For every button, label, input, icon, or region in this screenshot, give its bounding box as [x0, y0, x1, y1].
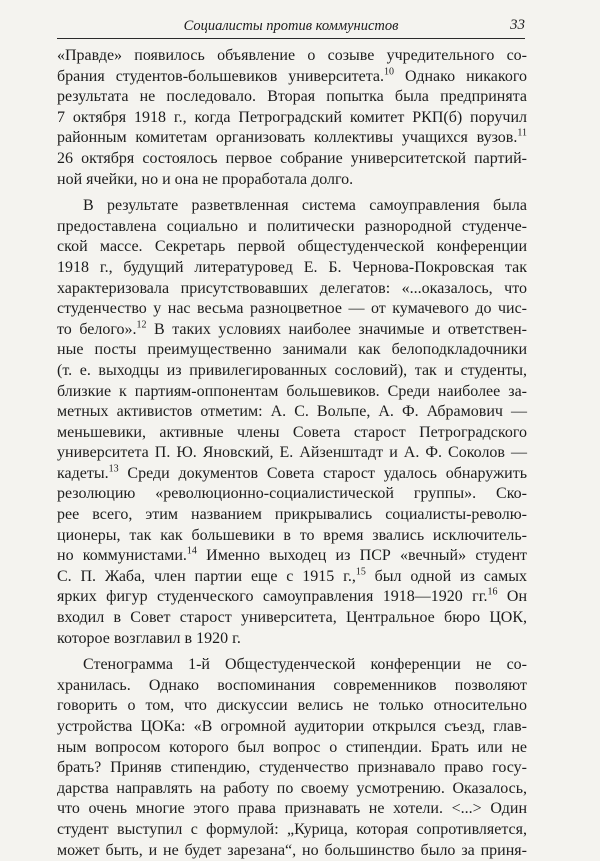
line-text: ционеры, так как большевики в то время звались исключитель-: [57, 526, 527, 544]
line-text: С. П. Жаба, член партии еще с 1915 г.,: [57, 567, 356, 585]
text-line: [57, 320, 527, 341]
line-text: но коммунистами.: [57, 547, 187, 565]
paragraph: [57, 196, 527, 649]
text-line: [57, 279, 527, 300]
line-text: меньшевики, активные члены Совета старост Петроградского: [57, 423, 527, 441]
text-line: [57, 258, 527, 279]
footnote-ref[interactable]: 14: [186, 545, 197, 557]
text-line: [57, 505, 527, 526]
line-text: 7 октября 1918 г., когда Петроградский комитет РКП(б) поручил: [57, 108, 527, 126]
line-text: характеризовала присутствовавших делегатов: «...оказалось, что: [57, 279, 527, 297]
footnote-ref[interactable]: 12: [136, 319, 147, 331]
page-number: 33: [510, 17, 525, 33]
footnote-ref[interactable]: 15: [355, 566, 366, 578]
line-text: говорить о том, что дискуссии велись не только относительно: [57, 697, 527, 715]
line-text: «Правде» появилось объявление о созыве учредительного со-: [57, 47, 527, 64]
line-text: университета П. Ю. Яновский, Е. Айзенштадт и А. Ф. Соколов —: [57, 444, 527, 462]
line-text: хранилась. Однако воспоминания современников позволяют: [57, 676, 527, 694]
line-text: близкие к партиям-оппонентам большевиков. Среди наиболее за-: [57, 382, 527, 400]
text-line: [57, 526, 527, 547]
text-line: [57, 217, 527, 238]
text-line: [57, 629, 527, 650]
line-text: что очень многие этого права признавать не хотели. <...> Один: [57, 800, 527, 818]
text-line: [57, 587, 527, 608]
text-line: [57, 382, 527, 403]
line-text: метных активистов отметим: А. С. Вольпе, А. Ф. Абрамович —: [57, 403, 527, 421]
text-line: [57, 655, 527, 676]
line-text: брать? Приняв стипендию, студенчество признавало право госу-: [57, 759, 527, 777]
text-line: [57, 820, 527, 841]
text-line: [57, 423, 527, 444]
line-text: ной ячейки, но и она не проработала долго.: [57, 170, 354, 188]
text-line: [57, 402, 527, 423]
line-text: кадеты.: [57, 464, 109, 482]
line-text: дарства направлять на работу по своему усмотрению. Оказалось,: [57, 779, 527, 797]
text-line: [57, 237, 527, 258]
text-line: [57, 149, 527, 170]
line-text: может быть, и не будет зарезана“, но большинство было за приня-: [57, 841, 527, 859]
line-text: результата не последовало. Вторая попытка была предпринята: [57, 88, 527, 106]
text-line: [57, 196, 527, 217]
line-text: то белого».: [57, 320, 137, 338]
line-text: ярких фигур студенческого самоуправления 1918—1920 гг.: [57, 588, 488, 606]
line-text: которое возглавил в 1920 г.: [57, 629, 241, 647]
text-line: [57, 758, 527, 779]
line-text: устройства ЦОКа: «В огромной аудитории открылся съезд, глав-: [57, 718, 527, 735]
text-line: [57, 108, 527, 129]
line-text: рее всего, этим названием прикрывались социалисты-револю-: [57, 506, 527, 524]
text-line: [57, 170, 527, 191]
footnote-ref[interactable]: 13: [108, 463, 119, 475]
line-text: Стенограмма 1-й Общестуденческой конференции не со-: [83, 656, 527, 674]
text-line: [57, 464, 527, 485]
line-text: резолюцию «революционно-социалистической группы». Ско-: [57, 485, 527, 503]
line-text-after: Среди документов Совета старост удалось обнаружить: [118, 464, 527, 482]
text-line: [57, 567, 527, 588]
line-text-after: Именно выходец из ПСР «вечный» студент: [196, 547, 527, 565]
line-text: ской массе. Секретарь первой общестуденческой конференции: [57, 238, 527, 256]
text-line: [57, 738, 527, 759]
running-title: Социалисты против коммунистов: [183, 18, 399, 34]
text-line: [57, 676, 527, 697]
text-line: [57, 443, 527, 464]
text-line: [57, 841, 527, 861]
line-text-after: Он: [497, 588, 528, 606]
line-text: (т. е. выходцы из привилегированных сословий), так и студенты,: [57, 361, 527, 379]
line-text: 1918 г., будущий литературовед Е. Б. Чернова-Покровская так: [57, 258, 527, 276]
text-line: [57, 608, 527, 629]
footnote-ref[interactable]: 11: [517, 128, 527, 140]
text-line: [57, 484, 527, 505]
text-line: [57, 128, 527, 149]
line-text: ные посты преимущественно занимали как белоподкладочники: [57, 341, 527, 359]
line-text: предоставлена социально и политически разнородной студенче-: [57, 217, 527, 235]
text-line: [57, 340, 527, 361]
text-line: [57, 361, 527, 382]
line-text: 26 октября состоялось первое собрание университетской партий-: [57, 149, 527, 167]
running-header: [57, 16, 525, 39]
text-line: [57, 717, 527, 738]
line-text: входил в Совет старост университета, Центральное бюро ЦОК,: [57, 609, 527, 627]
paragraph: [57, 655, 527, 861]
footnote-ref[interactable]: 16: [487, 587, 498, 599]
text-line: [57, 46, 527, 67]
line-text: брания студентов-большевиков университета.: [57, 67, 385, 85]
text-line: [57, 779, 527, 800]
line-text-after: Однако никакого: [394, 67, 527, 85]
text-line: [57, 67, 527, 88]
text-line: [57, 696, 527, 717]
footnote-ref[interactable]: 10: [384, 66, 395, 78]
text-line: [57, 799, 527, 820]
text-line: [57, 546, 527, 567]
text-line: [57, 87, 527, 108]
line-text: В результате разветвленная система самоуправления была: [83, 197, 527, 215]
line-text-after: В таких условиях наиболее значимые и ответствен-: [146, 320, 527, 338]
line-text: ным вопросом которого был вопрос о стипендии. Брать или не: [57, 738, 527, 756]
paragraph: [57, 46, 527, 190]
line-text-after: был одной из самых: [365, 567, 527, 585]
line-text: районным комитетам организовать коллективы учащихся вузов.: [57, 129, 518, 147]
text-line: [57, 299, 527, 320]
body-text: [57, 46, 527, 861]
line-text: студенчество у нас весьма разноцветное — от кумачевого до чис-: [57, 300, 527, 318]
line-text: студент выступил с формулой: „Курица, которая сопротивляется,: [57, 820, 527, 838]
